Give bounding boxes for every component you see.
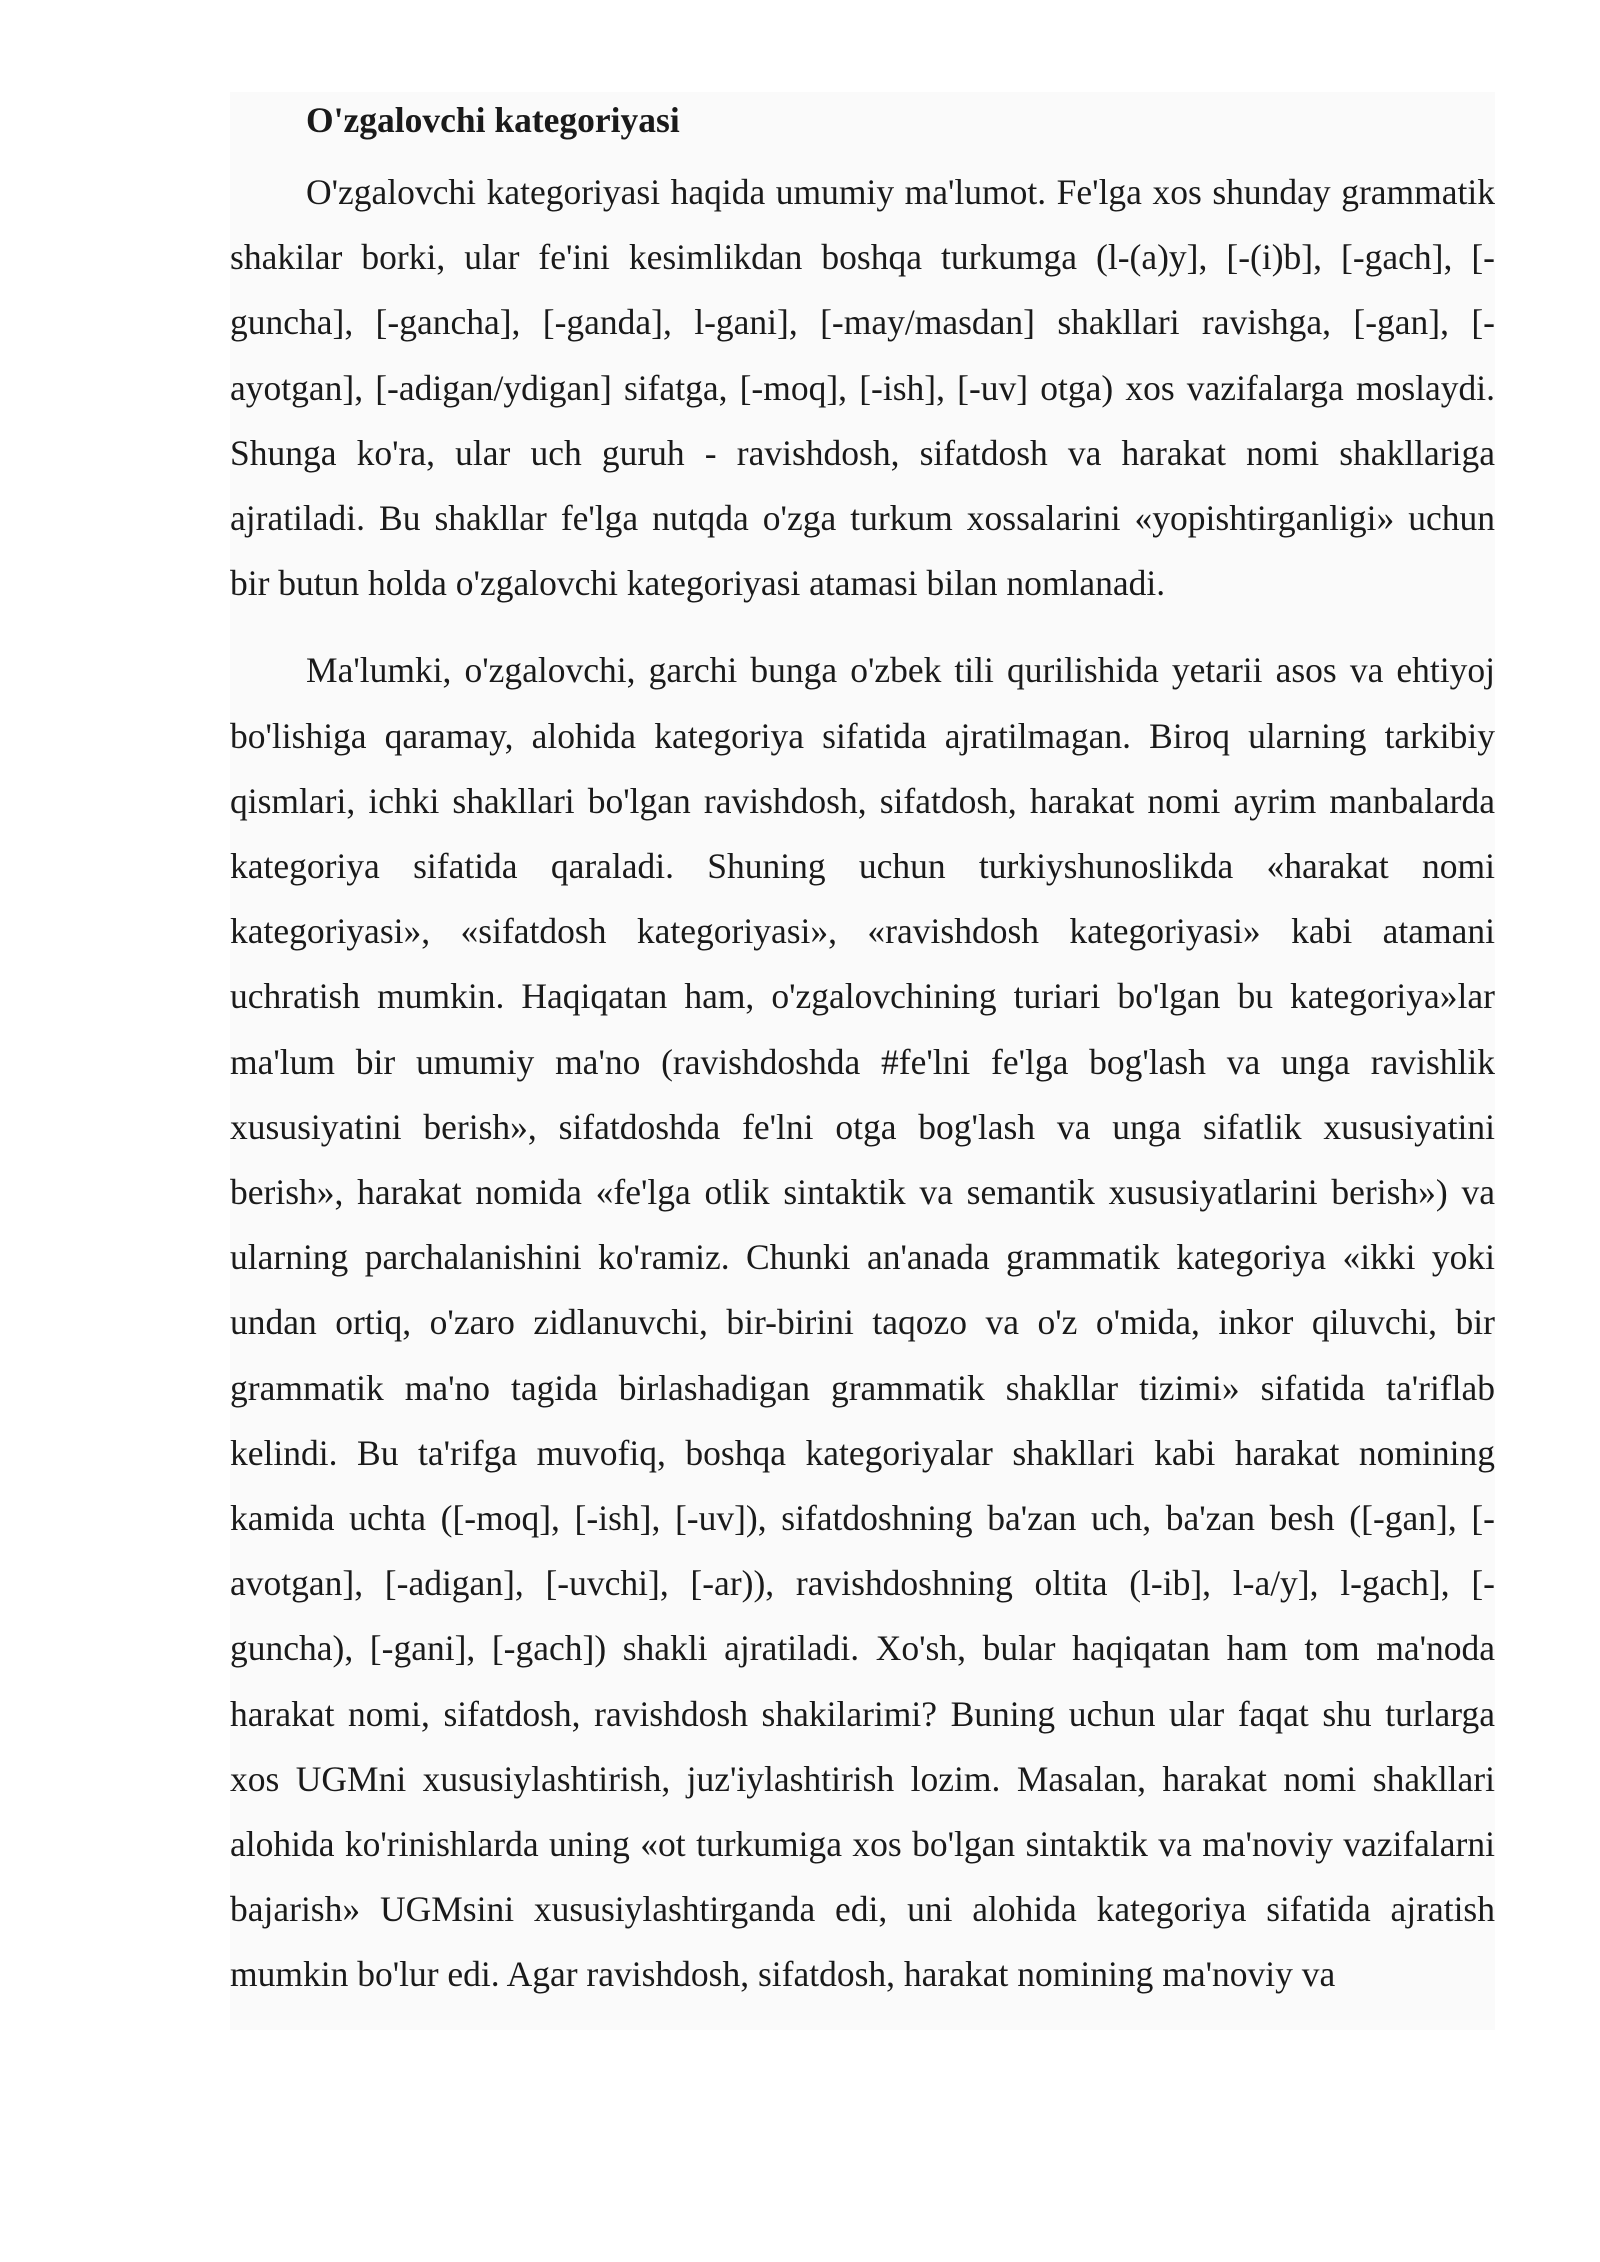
paragraph-2: Ma'lumki, o'zgalovchi, garchi bunga o'zbek tili qurilishida yetarii asos va ehtiyoj bo'lishiga qaramay, alohida kategoriya sifatida ajratilmagan. Biroq ularning tarkibiy qismlari, ichki shakllari bo'lgan ravishdosh, sifatdosh, harakat nomi ayrim manbalarda kategoriya sifatida qaraladi. Shuning uchun turkiyshunoslikda «harakat nomi kategoriyasi», «sifatdosh kategoriyasi», «ravishdosh kategoriyasi» kabi atamani uchratish mumkin. Haqiqatan ham, o'zgalovchining turiari bo'lgan bu kategoriya»lar ma'lum bir umumiy ma'no (ravishdoshda #fe'lni fe'lga bog'lash va unga ravishlik xususiyatini berish», sifatdoshda fe'lni otga bog'lash va unga sifatlik xususiyatini berish», harakat nomida «fe'lga otlik sintaktik va semantik xususiyatlarini berish») va ularning parchalanishini ko'ramiz. Chunki an'anada grammatik kategoriya «ikki yoki undan ortiq, o'zaro zidlanuvchi, bir-birini taqozo va o'z o'mida, inkor qiluvchi, bir grammatik ma'no tagida birlashadigan grammatik shakllar tizimi» sifatida ta'riflab kelindi. Bu ta'rifga muvofiq, boshqa kategoriyalar shakllari kabi harakat nomining kamida uchta ([-moq], [-ish], [-uv]), sifatdoshning ba'zan uch, ba'zan besh ([-gan], [-avotgan], [-adigan], [-uvchi], [-ar)), ravishdoshning oltita (l-ib], l-a/y], l-gach], [-guncha), [-gani], [-gach]) shakli ajratiladi. Xo'sh, bular haqiqatan ham tom ma'noda harakat nomi, sifatdosh, ravishdosh shakilarimi? Buning uchun ular faqat shu turlarga xos UGMni xususiylashtirish, juz'iylashtirish lozim. Masalan, harakat nomi shakllari alohida ko'rinishlarda uning «ot turkumiga xos bo'lgan sintaktik va ma'noviy vazifalarni bajarish» UGMsini xususiylashtirganda edi, uni alohida kategoriya sifatida ajratish mumkin bo'lur edi. Agar ravishdosh, sifatdosh, harakat nomining ma'noviy va	[230, 650, 1495, 1995]
page-title: O'zgalovchi kategoriyasi	[306, 100, 680, 140]
text-body	[230, 92, 1495, 2030]
paragraph-1: O'zgalovchi kategoriyasi haqida umumiy ma'lumot. Fe'lga xos shunday grammatik shakilar borki, ular fe'ini kesimlikdan boshqa turkumga (l-(a)y], [-(i)b], [-gach], [-guncha], [-gancha], [-ganda], l-gani], [-may/masdan] shakllari ravishga, [-gan], [-ayotgan], [-adigan/ydigan] sifatga, [-moq], [-ish], [-uv] otga) xos vazifalarga moslaydi. Shunga ko'ra, ular uch guruh - ravishdosh, sifatdosh va harakat nomi shakllariga ajratiladi. Bu shakllar fe'lga nutqda o'zga turkum xossalarini «yopishtirganligi» uchun bir butun holda o'zgalovchi kategoriyasi atamasi bilan nomlanadi.	[230, 172, 1495, 604]
